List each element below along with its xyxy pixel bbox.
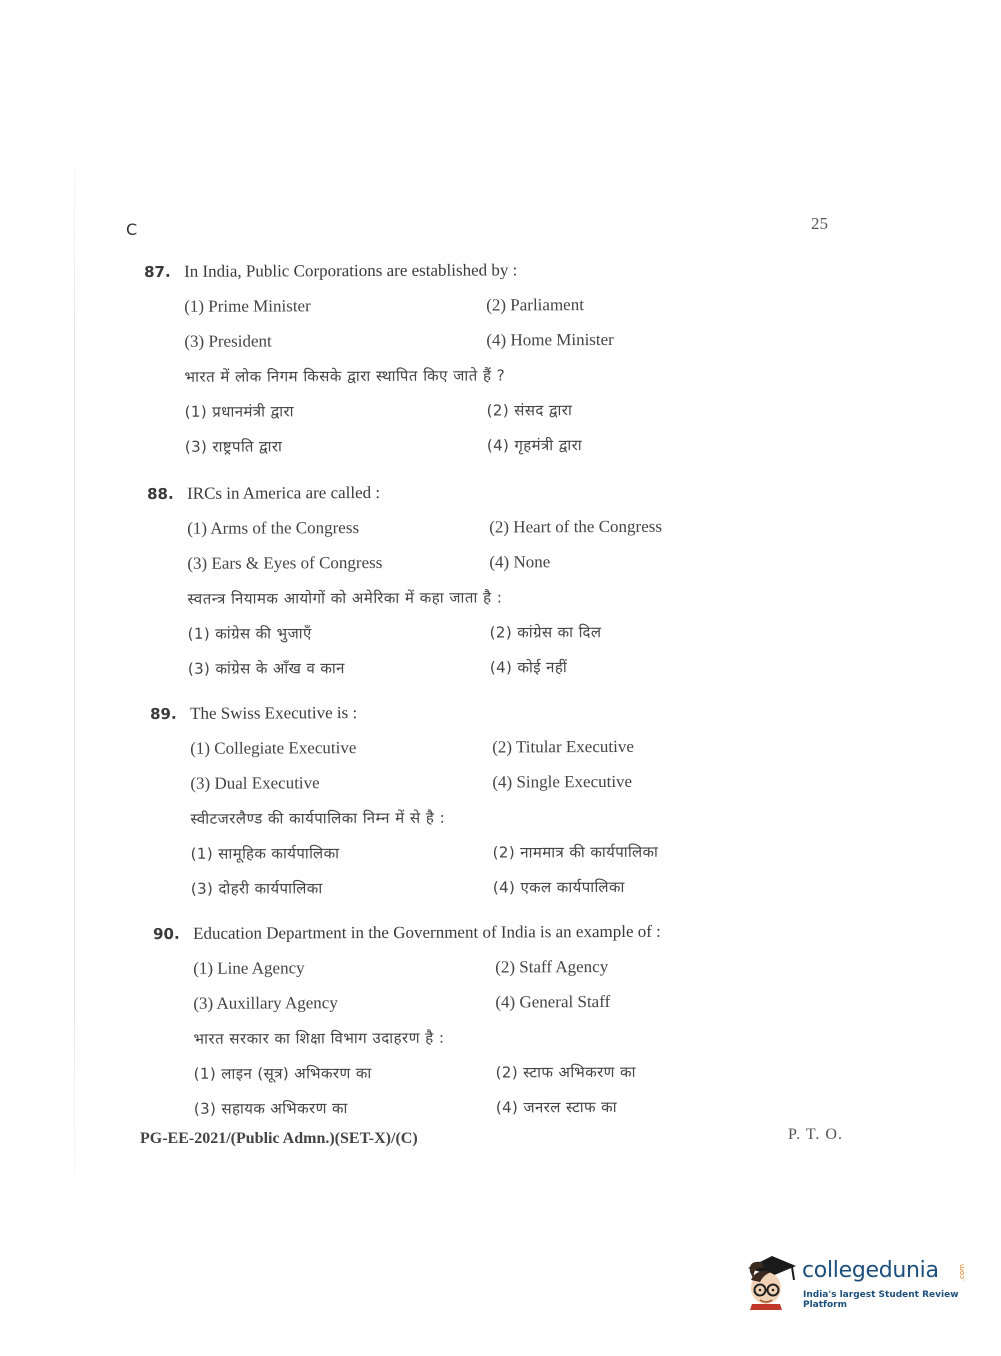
- option-1: (1) Collegiate Executive: [190, 738, 357, 758]
- student-mascot-icon: [742, 1250, 798, 1310]
- question-text-english: IRCs in America are called :: [186, 482, 381, 503]
- option-3: (3) President: [184, 331, 272, 351]
- hindi-option-4: (4) एकल कार्यपालिका: [492, 877, 625, 897]
- hindi-option-1: (1) कांग्रेस की भुजाएँ: [187, 624, 312, 643]
- question-text-hindi: स्वतन्त्र नियामक आयोगों को अमेरिका में कहा जाता है :: [187, 588, 503, 608]
- question-89: [150, 701, 771, 914]
- question-text-english: Education Department in the Government of India is an example of :: [192, 921, 661, 943]
- collegedunia-logo: [742, 1250, 972, 1312]
- page-number: 25: [811, 214, 828, 233]
- option-2: (2) Staff Agency: [495, 957, 609, 977]
- paper-code: PG-EE-2021/(Public Admn.)(SET-X)/(C): [140, 1130, 418, 1147]
- option-2: (2) Titular Executive: [492, 736, 634, 757]
- hindi-option-4: (4) जनरल स्टाफ का: [495, 1097, 618, 1117]
- pto-label: P. T. O.: [788, 1126, 843, 1143]
- option-1: (1) Arms of the Congress: [187, 518, 360, 538]
- option-4: (4) General Staff: [495, 992, 611, 1012]
- option-4: (4) Single Executive: [492, 771, 633, 792]
- option-2: (2) Parliament: [486, 295, 584, 315]
- question-text-hindi: भारत में लोक निगम किसके द्वारा स्थापित किए जाते हैं ?: [184, 366, 506, 386]
- question-text-hindi: स्वीटजरलैण्ड की कार्यपालिका निम्न में से है :: [190, 808, 446, 828]
- hindi-option-2: (2) कांग्रेस का दिल: [489, 623, 602, 642]
- hindi-option-4: (4) कोई नहीं: [489, 658, 568, 677]
- hindi-option-3: (3) राष्ट्रपति द्वारा: [184, 437, 283, 456]
- option-3: (3) Dual Executive: [190, 773, 320, 793]
- option-1: (1) Prime Minister: [184, 296, 311, 316]
- hindi-option-3: (3) सहायक अभिकरण का: [193, 1099, 348, 1118]
- hindi-option-2: (2) संसद द्वारा: [486, 401, 573, 420]
- question-text-hindi: भारत सरकार का शिक्षा विभाग उदाहरण है :: [193, 1028, 445, 1048]
- hindi-option-2: (2) नाममात्र की कार्यपालिका: [492, 842, 659, 862]
- logo-name: collegedunia: [802, 1258, 939, 1283]
- question-number: 90.: [153, 924, 180, 943]
- question-number: 89.: [150, 704, 177, 723]
- question-88: [147, 481, 768, 694]
- binding-margin-line: [74, 120, 75, 1220]
- option-3: (3) Auxillary Agency: [193, 993, 338, 1013]
- question-text-english: The Swiss Executive is :: [189, 703, 358, 723]
- option-2: (2) Heart of the Congress: [489, 516, 663, 537]
- logo-suffix: .com: [958, 1264, 966, 1282]
- question-number: 88.: [147, 484, 174, 503]
- hindi-option-2: (2) स्टाफ अभिकरण का: [495, 1062, 636, 1082]
- hindi-option-1: (1) प्रधानमंत्री द्वारा: [184, 402, 294, 421]
- set-code: C: [126, 220, 138, 239]
- option-3: (3) Ears & Eyes of Congress: [187, 552, 383, 573]
- option-1: (1) Line Agency: [193, 958, 305, 978]
- option-4: (4) Home Minister: [486, 329, 614, 350]
- hindi-option-1: (1) लाइन (सूत्र) अभिकरण का: [193, 1064, 372, 1083]
- hindi-option-4: (4) गृहमंत्री द्वारा: [486, 436, 583, 455]
- question-text-english: In India, Public Corporations are established by :: [183, 260, 518, 281]
- logo-tagline: India's largest Student Review Platform: [803, 1290, 959, 1310]
- option-4: (4) None: [489, 552, 551, 572]
- question-number: 87.: [144, 262, 171, 281]
- hindi-option-3: (3) कांग्रेस के आँख व कान: [187, 659, 345, 678]
- question-90: [153, 921, 774, 1134]
- question-87: [144, 259, 765, 472]
- hindi-option-3: (3) दोहरी कार्यपालिका: [190, 879, 323, 898]
- hindi-option-1: (1) सामूहिक कार्यपालिका: [190, 844, 340, 863]
